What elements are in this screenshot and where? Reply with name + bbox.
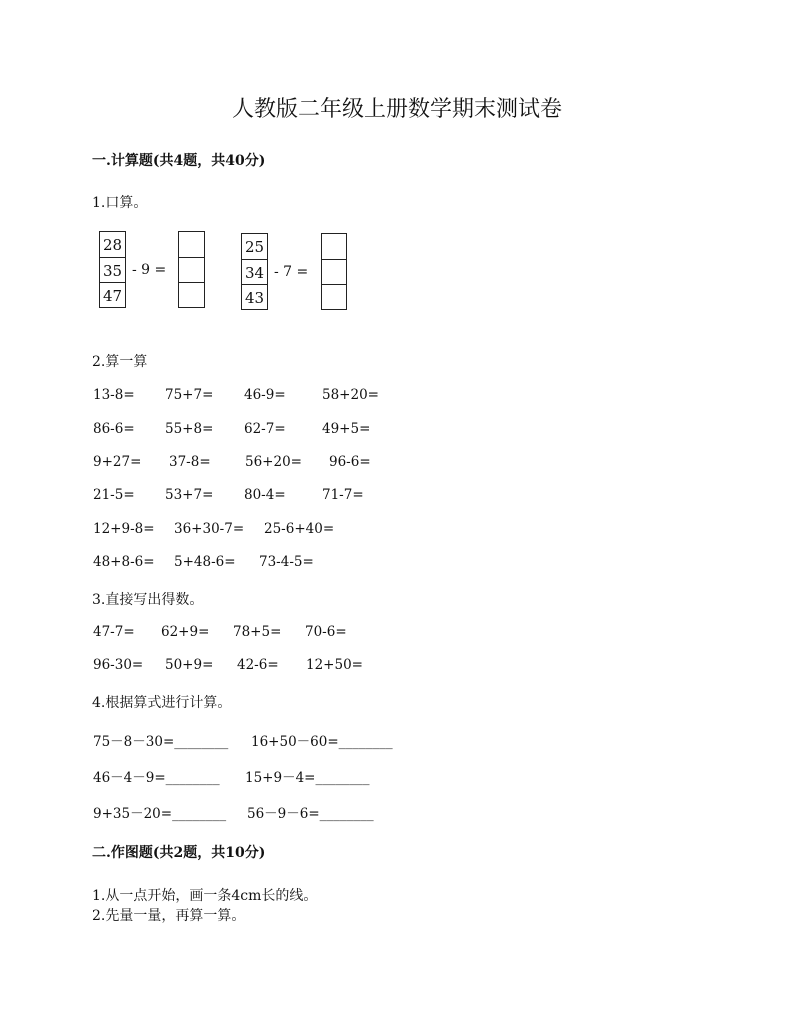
q3-equation: 96-30=: [93, 657, 144, 673]
q2-equation: 53+7=: [165, 487, 214, 503]
q4-equation: 16+50－60=________: [251, 734, 393, 750]
q2-equation: 62-7=: [244, 421, 286, 437]
q1-group2-operator: - 7 =: [274, 264, 309, 280]
q1-group1-number-column: [99, 231, 126, 308]
q2-equation: 49+5=: [322, 421, 371, 437]
q2-equation: 75+7=: [165, 387, 214, 403]
q1-label: 1.口算。: [92, 195, 148, 211]
q3-equation: 12+50=: [306, 657, 363, 673]
q2-equation: 55+8=: [165, 421, 214, 437]
q1-group2-number: 43: [242, 284, 267, 310]
q3-equation: 78+5=: [233, 624, 282, 640]
q4-equation: 46－4－9=________: [93, 770, 220, 786]
q1-group1-number: 28: [102, 236, 123, 254]
q2-equation: 46-9=: [244, 387, 286, 403]
q2-equation: 21-5=: [93, 487, 135, 503]
q2-equation: 37-8=: [169, 454, 211, 470]
q2-equation: 12+9-8=: [93, 521, 155, 537]
page-title: 人教版二年级上册数学期末测试卷: [231, 97, 562, 122]
q2-equation: 71-7=: [322, 487, 364, 503]
q2-equation: 36+30-7=: [174, 521, 245, 537]
q4-equation: 9+35－20=________: [93, 806, 227, 822]
answer-box[interactable]: [179, 257, 204, 283]
section-1-heading: 一.计算题(共4题，共40分): [92, 153, 266, 169]
answer-box[interactable]: [322, 259, 346, 285]
q2-equation: 73-4-5=: [259, 554, 314, 570]
q2-equation: 58+20=: [322, 387, 379, 403]
answer-box[interactable]: [179, 282, 204, 308]
q4-equation: 75－8－30=________: [93, 734, 229, 750]
q3-equation: 62+9=: [161, 624, 210, 640]
answer-box[interactable]: [322, 284, 346, 310]
q1-group2-number: 34: [242, 259, 267, 285]
q1-group2-number: 25: [244, 238, 265, 256]
q2-equation: 9+27=: [93, 454, 142, 470]
q2-equation: 86-6=: [93, 421, 135, 437]
q2-equation: 5+48-6=: [174, 554, 236, 570]
q1-group1-answer-column: [178, 231, 205, 308]
q1-group2-answer-column: [321, 233, 347, 310]
q1-group1-number: 35: [100, 257, 125, 283]
q2-equation: 96-6=: [329, 454, 371, 470]
section-2-heading: 二.作图题(共2题，共10分): [92, 845, 266, 861]
q2-equation: 13-8=: [93, 387, 135, 403]
q2-equation: 56+20=: [245, 454, 302, 470]
answer-box[interactable]: [322, 234, 346, 260]
q2-equation: 80-4=: [244, 487, 286, 503]
q3-label: 3.直接写出得数。: [92, 592, 204, 608]
q1-group2-number-column: [241, 233, 268, 310]
q4-equation: 15+9－4=________: [245, 770, 370, 786]
q3-equation: 50+9=: [165, 657, 214, 673]
q1-group1-number: 47: [100, 282, 125, 308]
q2-label: 2.算一算: [92, 354, 148, 370]
q3-equation: 47-7=: [93, 624, 135, 640]
q3-equation: 70-6=: [305, 624, 347, 640]
q4-label: 4.根据算式进行计算。: [92, 695, 232, 711]
section2-q2-text: 2.先量一量，再算一算。: [92, 908, 246, 924]
q4-equation: 56－9－6=________: [247, 806, 374, 822]
q2-equation: 48+8-6=: [93, 554, 155, 570]
answer-box[interactable]: [179, 232, 204, 258]
section2-q1-text: 1.从一点开始，画一条4cm长的线。: [92, 888, 318, 904]
q3-equation: 42-6=: [237, 657, 279, 673]
q2-equation: 25-6+40=: [264, 521, 335, 537]
q1-group1-operator: - 9 =: [132, 262, 167, 278]
